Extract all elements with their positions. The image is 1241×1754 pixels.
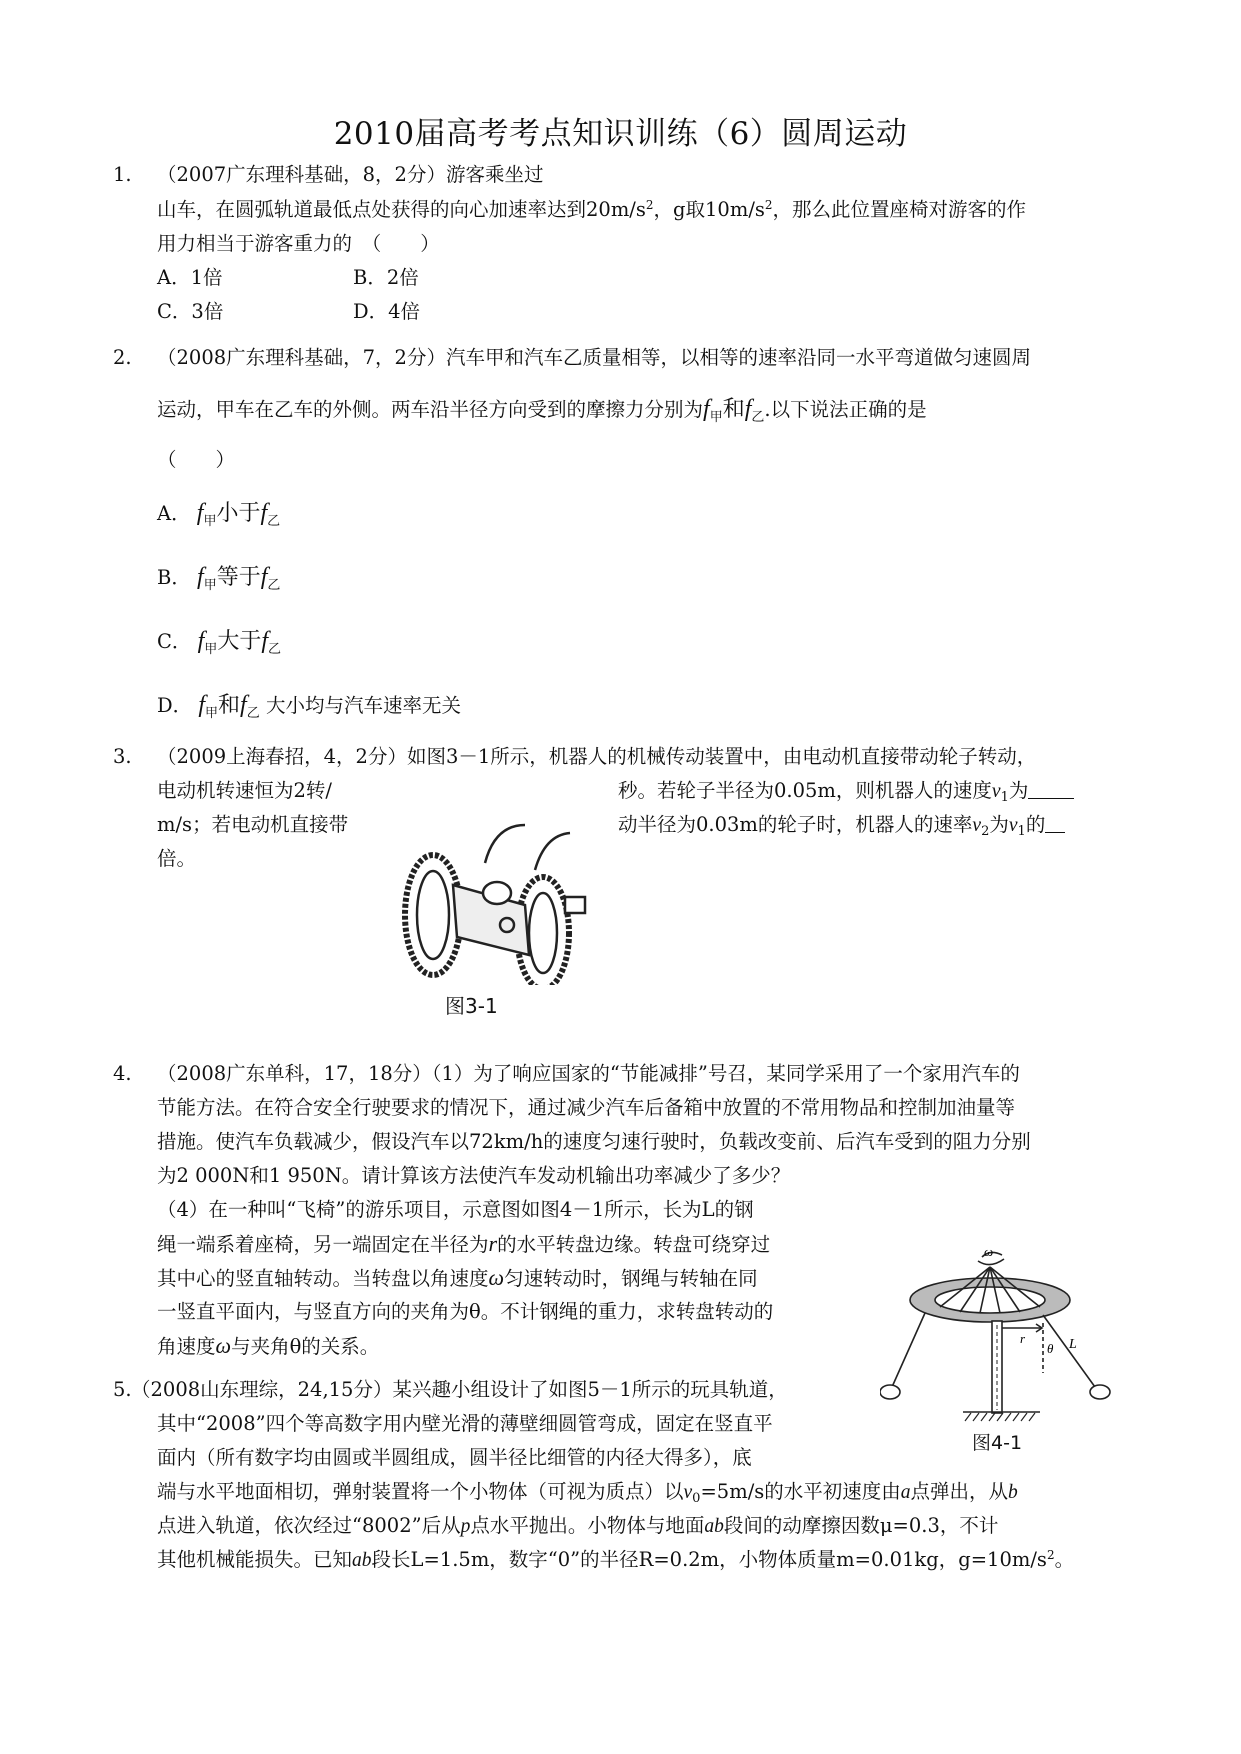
stem-text: 某兴趣小组设计了如图5－1所示的玩具轨道， [392,1378,788,1401]
option-d: D．4倍 [353,300,421,323]
question-stem-line [157,1266,758,1291]
stem-text: （1）为了响应国家的“节能减排”号召，某同学采用了一个家用汽车的 [431,1062,1020,1085]
question-stem-line [157,1334,379,1359]
stem-text: 汽车甲和汽车乙质量相等，以相等的速率沿同一水平弯道做匀速圆周 [445,346,1031,369]
question-source: （2008广东单科，17，18分） [157,1062,432,1085]
stem-text: 端与水平地面相切，弹射装置将一个小物体（可视为质点）以 [157,1480,684,1503]
question-stem [157,346,1031,370]
f-symbol: f [260,564,268,590]
stem-text: 的 [1025,813,1046,836]
stem-text: 其他机械能损失。已知 [157,1548,353,1571]
flying-chair-figure [880,1245,1140,1435]
question-stem [157,163,543,187]
robot-gear-figure [395,815,595,985]
subscript: 甲 [204,642,218,657]
stem-text: ，那么此位置座椅对游客的作 [772,198,1027,221]
stem-text: 。 [1054,1548,1075,1571]
question-stem [157,745,1036,769]
question-stem-line: 用力相当于游客重力的 （ ） [157,232,440,255]
ab-symbol: ab [704,1516,724,1537]
subscript: 1 [1017,824,1026,839]
subscript: 乙 [267,514,281,529]
stem-text: 如图3－1所示，机器人的机械传动装置中，由电动机直接带动轮子转动， [406,745,1037,768]
question-number: 5. [113,1378,132,1401]
question-source: （2009上海春招，4，2分） [157,745,407,768]
figure-caption: 图3-1 [445,994,498,1018]
subscript: 0 [692,1491,701,1506]
ab-symbol: ab [352,1550,372,1571]
subscript: 1 [1000,790,1009,805]
superscript: 2 [764,198,773,212]
answer-blank[interactable] [1045,814,1065,833]
question-stem-line: 倍。 [157,847,197,870]
question-stem-line [157,1514,998,1539]
option-b: B．2倍 [353,266,419,289]
question-number: 4. [113,1062,132,1085]
option-a [157,501,280,534]
option-letter: A． [157,502,191,525]
v-symbol: v [1008,815,1018,836]
a-symbol: a [900,1482,911,1503]
question-source: （2008广东理科基础，7，2分） [157,346,446,369]
question-stem-line [157,1480,1018,1505]
superscript: 2 [645,198,654,212]
stem-text: 山车，在圆弧轨道最低点处获得的向心加速率达到20m/s [157,198,646,221]
question-number: 1. [113,163,132,186]
page-title: 2010届高考考点知识训练（6）圆周运动 [333,116,908,152]
omega-symbol: ω [215,1333,232,1358]
b-symbol: b [1008,1482,1018,1503]
stem-text: 的水平转盘边缘。转盘可绕穿过 [497,1233,771,1256]
question-stem-line: 其中“2008”四个等高数字用内壁光滑的薄壁细圆管弯成，固定在竖直平 [157,1412,773,1435]
answer-blank[interactable] [1028,780,1074,799]
omega-label: ω [984,1245,994,1259]
stem-text: 段间的动摩擦因数μ=0.3，不计 [723,1514,999,1537]
r-symbol: r [488,1231,498,1256]
question-number: 3. [113,745,132,768]
stem-text: 段长L=1.5m，数字“0”的半径R=0.2m，小物体质量m=0.01kg，g=10m/s [371,1548,1047,1571]
stem-text: .以下说法正确的是 [764,398,927,421]
option-text: 大于 [217,629,262,654]
option-text: 小于 [216,501,261,526]
f-symbol: f [703,396,710,422]
theta-label: θ [1047,1341,1054,1356]
option-letter: B． [157,566,191,589]
subscript: 甲 [203,514,217,529]
question-stem-line [618,813,1065,838]
option-d [157,693,461,726]
question-stem-line: 一竖直平面内，与竖直方向的夹角为θ。不计钢绳的重力，求转盘转动的 [157,1300,774,1323]
question-stem-line [618,779,1074,804]
f-symbol: f [197,628,205,654]
stem-text: 其中心的竖直轴转动。当转盘以角速度 [157,1267,489,1290]
f-symbol: f [260,500,268,526]
question-stem-line [157,397,927,430]
option-b [157,565,280,598]
omega-symbol: ω [488,1265,505,1290]
subscript: 2 [981,824,990,839]
r-label: r [1020,1331,1026,1346]
option-c: C．3倍 [157,300,224,323]
subscript: 甲 [709,410,723,425]
superscript: 2 [1046,1548,1055,1562]
question-stem-line: m/s；若电动机直接带 [157,813,349,836]
question-stem-line: 措施。使汽车负载减少，假设汽车以72km/h的速度匀速行驶时，负载改变前、后汽车受到的阻力分别 [157,1130,1031,1153]
question-stem-line [157,1548,1074,1573]
stem-text: 动半径为0.03m的轮子时，机器人的速率 [618,813,973,836]
stem-text: 点弹出，从 [910,1480,1009,1503]
option-a: A．1倍 [157,266,223,289]
subscript: 乙 [268,642,282,657]
option-letter: C． [157,630,192,653]
stem-text: =5m/s的水平初速度由 [700,1480,901,1503]
subscript: 乙 [267,578,281,593]
question-stem-line: 面内（所有数字均由圆或半圆组成，圆半径比细管的内径大得多），底 [157,1446,752,1469]
stem-text: 秒。若轮子半径为0.05m，则机器人的速度 [618,779,992,802]
figure-caption: 图4-1 [972,1432,1023,1454]
option-letter: D． [157,694,193,717]
p-symbol: p [460,1516,471,1537]
f-symbol: f [197,564,204,590]
f-symbol: f [196,500,204,526]
v-symbol: v [991,781,1001,802]
stem-text: ，g取10m/s [653,198,765,221]
answer-bracket: （ ） [157,448,236,471]
stem-text: 为 [1008,779,1029,802]
question-stem-line: 为2 000N和1 950N。请计算该方法使汽车发动机输出功率减少了多少？ [157,1164,791,1187]
subscript: 乙 [751,410,765,425]
option-text: 和 [218,693,241,718]
question-source: （2007广东理科基础，8，2分） [157,163,446,186]
stem-text: 匀速转动时，钢绳与转轴在同 [504,1267,758,1290]
option-text: 等于 [216,565,261,590]
l-label: L [1069,1337,1077,1352]
question-stem-line [157,198,1026,222]
subscript: 甲 [205,706,219,721]
question-stem-line [157,1232,770,1257]
option-c [157,629,281,662]
stem-text: 点进入轨道，依次经过“8002”后从 [157,1514,461,1537]
stem-text: 点水平抛出。小物体与地面 [470,1514,705,1537]
question-stem-line: （4）在一种叫“飞椅”的游乐项目，示意图如图4－1所示，长为L的钢 [157,1198,754,1221]
f-symbol: f [744,396,752,422]
stem-text: 与夹角θ的关系。 [231,1335,380,1358]
v-symbol: v [972,815,982,836]
stem-text: 绳一端系着座椅，另一端固定在半径为 [157,1233,489,1256]
stem-text: 角速度 [157,1335,216,1358]
stem-text: 为 [989,813,1009,836]
stem-text: 和 [722,397,745,422]
subscript: 乙 [246,706,260,721]
f-symbol: f [261,628,268,654]
question-number: 2. [113,346,132,369]
question-stem [157,1062,1020,1086]
question-source: （2008山东理综，24,15分） [131,1378,393,1401]
stem-text: 游客乘坐过 [445,163,544,186]
stem-text: 运动，甲车在乙车的外侧。两车沿半径方向受到的摩擦力分别为 [157,398,704,421]
option-text: 大小均与汽车速率无关 [265,694,461,717]
f-symbol: f [240,692,247,718]
f-symbol: f [198,692,206,718]
subscript: 甲 [203,578,217,593]
question-stem-line: 节能方法。在符合安全行驶要求的情况下，通过减少汽车后备箱中放置的不常用物品和控制加油量等 [157,1096,1016,1119]
question-stem-line: 电动机转速恒为2转/ [157,779,332,802]
question-stem [131,1378,788,1402]
v-symbol: v [683,1482,693,1503]
